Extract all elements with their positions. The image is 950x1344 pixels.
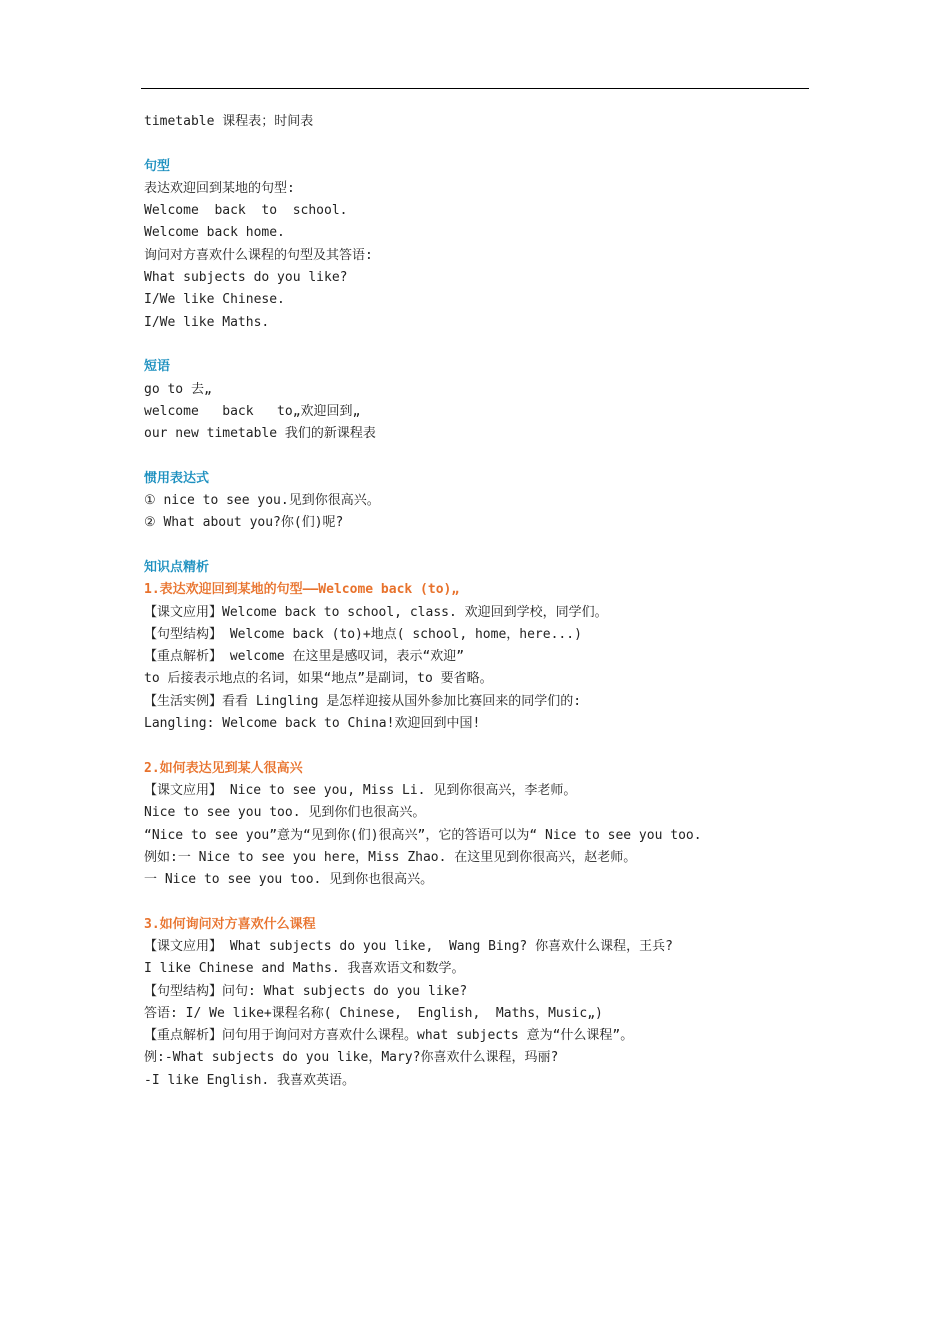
text-line: Welcome back home. (144, 225, 285, 241)
text-line: Welcome back to school. (144, 203, 348, 219)
section-heading-sentence-patterns: 句型 (144, 158, 171, 174)
section-heading-knowledge: 知识点精析 (144, 559, 210, 575)
text-line: 【课文应用】Welcome back to school, class. 欢迎回到学校，同学们。 (144, 604, 608, 620)
header-rule (141, 88, 809, 89)
spacer (144, 735, 824, 757)
text-line: 【课文应用】 Nice to see you, Miss Li. 见到你很高兴，李老师。 (144, 782, 577, 798)
point-title-3: 3.如何询问对方喜欢什么课程 (144, 916, 316, 932)
text-line: welcome back to„欢迎回到„ (144, 403, 361, 419)
text-line: “Nice to see you”意为“见到你(们)很高兴”，它的答语可以为“ Nice to see you too. (144, 827, 702, 843)
intro-line: timetable 课程表；时间表 (144, 114, 314, 129)
text-line: I/We like Maths. (144, 314, 270, 330)
section-heading-idioms: 惯用表达式 (144, 470, 210, 486)
text-line: I like Chinese and Maths. 我喜欢语文和数学。 (144, 961, 465, 977)
text-line: ① nice to see you.见到你很高兴。 (144, 493, 380, 509)
text-line: 【课文应用】 What subjects do you like, Wang Bing? 你喜欢什么课程，王兵? (144, 938, 673, 954)
text-line: What subjects do you like? (144, 270, 348, 286)
text-line: 询问对方喜欢什么课程的句型及其答语: (144, 247, 373, 263)
text-line: ② What about you?你(们)呢? (144, 515, 344, 531)
text-line: 一 Nice to see you too. 见到你也很高兴。 (144, 872, 434, 888)
text-line: 例如:一 Nice to see you here，Miss Zhao. 在这里见到你很高兴，赵老师。 (144, 849, 637, 865)
text-line: 【重点解析】 welcome 在这里是感叹词，表示“欢迎” (144, 649, 465, 665)
section-heading-phrases: 短语 (144, 359, 171, 375)
text-line: 【重点解析】问句用于询问对方喜欢什么课程。what subjects 意为“什么课程”。 (144, 1028, 634, 1044)
document-body (144, 111, 824, 1092)
spacer (144, 445, 824, 467)
text-line: 例:-What subjects do you like，Mary?你喜欢什么课程，玛丽? (144, 1050, 559, 1066)
text-line: 表达欢迎回到某地的句型: (144, 180, 295, 196)
text-line: 【句型结构】 Welcome back (to)+地点( school, home，here...) (144, 626, 582, 642)
spacer (144, 334, 824, 356)
text-line: 【句型结构】问句: What subjects do you like? (144, 983, 468, 999)
text-line: I/We like Chinese. (144, 292, 285, 308)
text-line: Langling: Welcome back to China!欢迎回到中国! (144, 716, 481, 732)
text-line: 【生活实例】看看 Lingling 是怎样迎接从国外参加比赛回来的同学们的: (144, 693, 582, 709)
text-line: -I like English. 我喜欢英语。 (144, 1072, 356, 1088)
point-title-1: 1.表达欢迎回到某地的句型——Welcome back (to)„ (144, 582, 460, 598)
spacer (144, 891, 824, 913)
text-line: our new timetable 我们的新课程表 (144, 426, 376, 442)
point-title-2: 2.如何表达见到某人很高兴 (144, 760, 303, 776)
text-line: go to 去„ (144, 381, 212, 397)
spacer (144, 535, 824, 557)
text-line: Nice to see you too. 见到你们也很高兴。 (144, 805, 426, 821)
text-line: to 后接表示地点的名词，如果“地点”是副词，to 要省略。 (144, 671, 493, 687)
text-line: 答语: I/ We like+课程名称( Chinese, English, Maths，Music„) (144, 1005, 603, 1021)
spacer (144, 133, 824, 155)
